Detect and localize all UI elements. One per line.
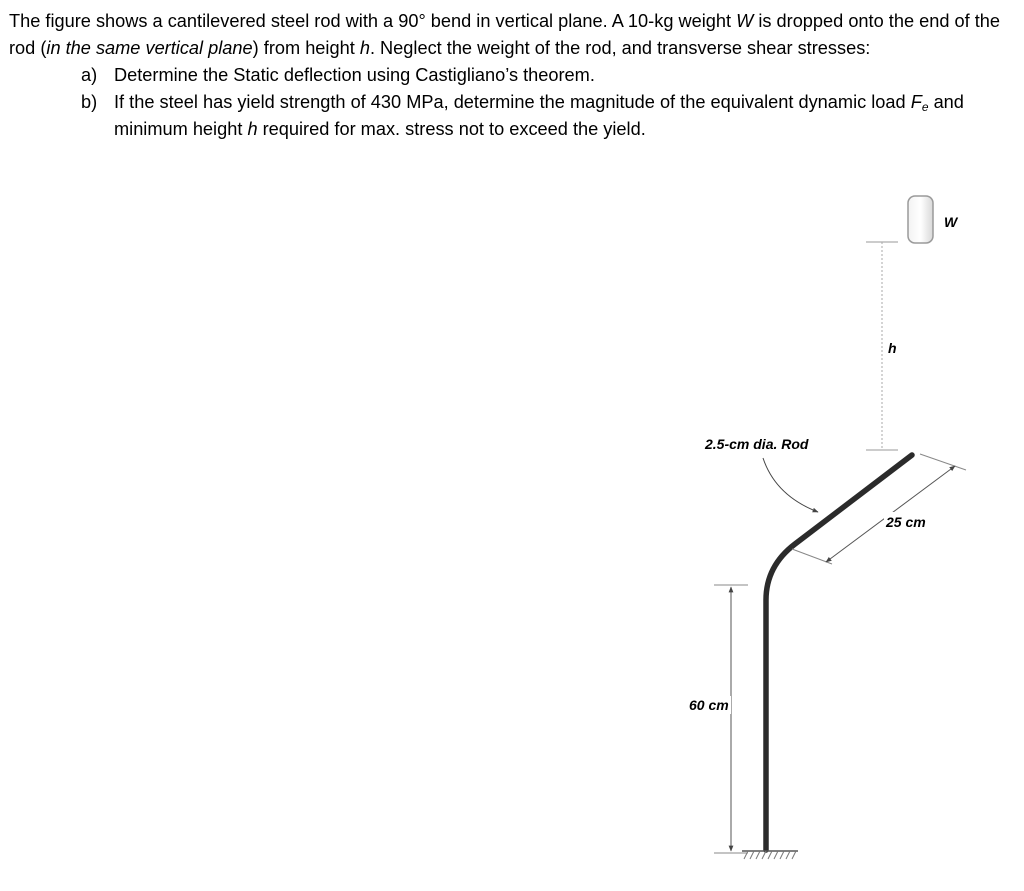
fixed-support-hatch: [744, 851, 796, 859]
weight-label: W: [944, 214, 958, 230]
part-b-label: b): [81, 92, 98, 112]
incline-ext-top: [920, 454, 966, 470]
part-b: b) If the steel has yield strength of 430 MPa, determine the magnitude of the equivalent dynamic load $F_e$ and minimum height h required for max. stress not to exceed the yield.: [9, 89, 1019, 143]
rod-diameter-label: 2.5-cm dia. Rod: [705, 436, 809, 452]
part-a-label: a): [81, 65, 98, 85]
problem-intro: The figure shows a cantilevered steel rod with a 90° bend in vertical plane. A 10-kg weight W is dropped onto the end of the rod (in the same vertical plane) from height h. Neglect the weight of the rod, and transverse shear stresses:: [9, 11, 1001, 58]
incline-length-label: 25 cm: [886, 514, 926, 530]
height-label: h: [888, 340, 897, 356]
vertical-length-label: 60 cm: [689, 697, 729, 713]
rod-label-leader: [763, 458, 818, 512]
weight-block: [908, 196, 933, 243]
part-a-text: Determine the Static deflection using Castigliano’s theorem.: [114, 65, 595, 85]
